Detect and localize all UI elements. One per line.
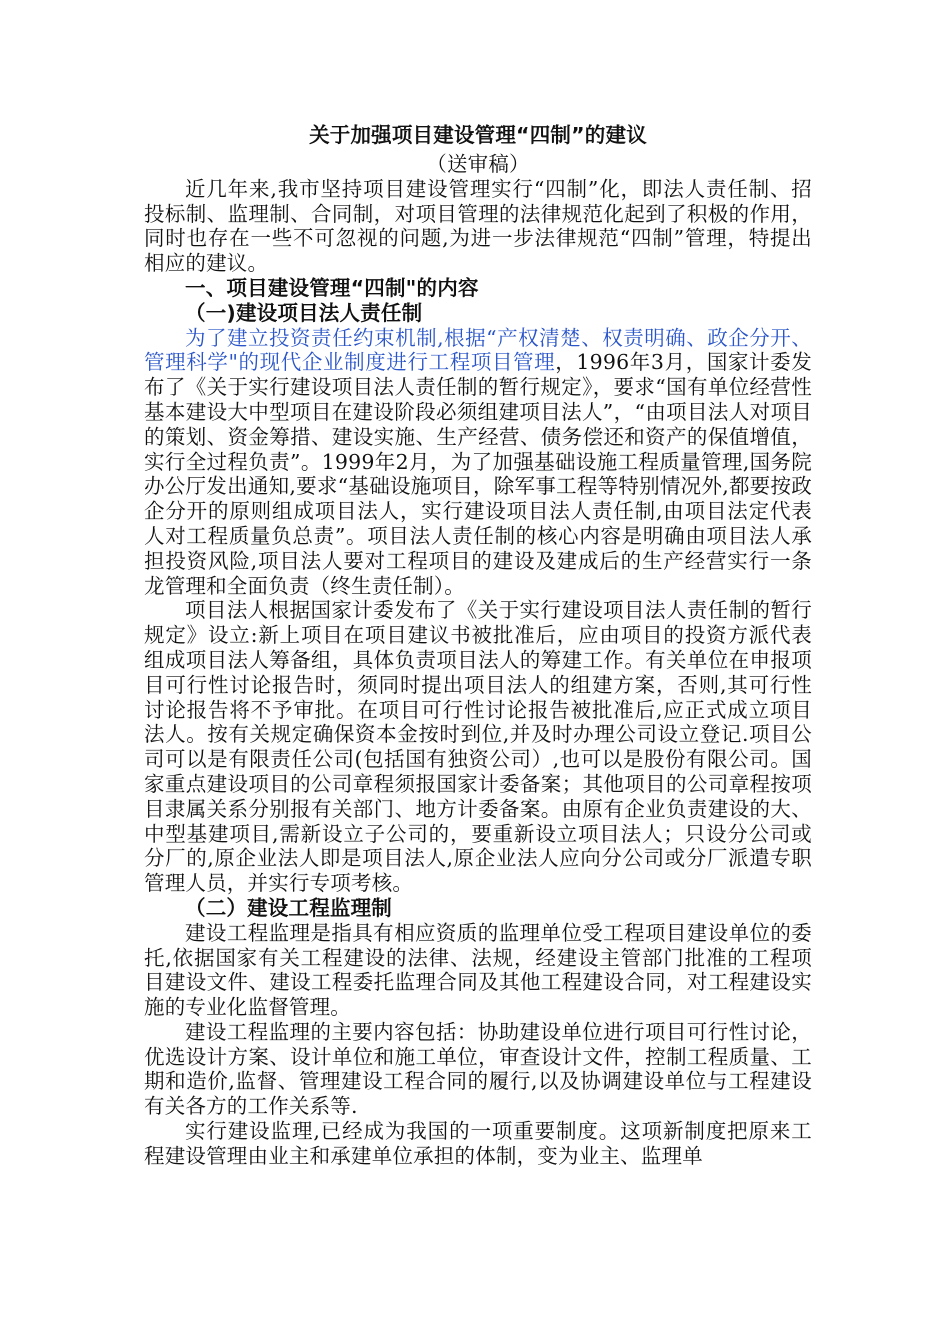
paragraph-text: ，1996年3月，国家计委发布了《关于实行建设项目法人责任制的暂行规定》，要求“国有单位经营性基本建设大中型项目在建设阶段必须组建项目法人”，“由项目法人对项目的策划、资金筹措、建设实施、生产经营、债务偿还和资产的保值增值，实行全过程负责”。1999年2月，为了加强基础设施工程质量管理,国务院办公厅发出通知,要求“基础设施项目，除军事工程等特别情况外,都要按政企分开的原则组成项目法人，实行建设项目法人责任制,由项目法定代表人对工程质量负总责”。项目法人责任制的核心内容是明确由项目法人承担投资风险,项目法人要对工程项目的建设及建成后的生产经营实行一条龙管理和全面负责（终生责任制）。 (144, 350, 812, 598)
document-subtitle: （送审稿） (426, 152, 530, 176)
subsection-1-paragraph-1 (144, 326, 812, 599)
intro-paragraph: 近几年来,我市坚持项目建设管理实行“四制”化，即法人责任制、招投标制、监理制、合同制，对项目管理的法律规范化起到了积极的作用，同时也存在一些不可忽视的问题,为进一步法律规范“四制”管理，特提出相应的建议。 (144, 176, 812, 276)
document-title: 关于加强项目建设管理“四制”的建议 (309, 123, 647, 147)
subsection-1-paragraph-2: 项目法人根据国家计委发布了《关于实行建设项目法人责任制的暂行规定》设立:新上项目在项目建议书被批准后，应由项目的投资方派代表组成项目法人筹备组，具体负责项目法人的筹建工作。有关单位在申报项目可行性讨论报告时，须同时提出项目法人的组建方案，否则,其可行性讨论报告将不予审批。在项目可行性讨论报告被批准后,应正式成立项目法人。按有关规定确保资本金按时到位,并及时办理公司设立登记.项目公司可以是有限责任公司(包括国有独资公司）,也可以是股份有限公司。国家重点建设项目的公司章程须报国家计委备案；其他项目的公司章程按项目隶属关系分别报有关部门、地方计委备案。由原有企业负责建设的大、中型基建项目,需新设立子公司的，要重新设立项目法人；只设分公司或分厂的,原企业法人即是项目法人,原企业法人应向分公司或分厂派遣专职管理人员，并实行专项考核。 (144, 598, 812, 896)
section-1-heading: 一、项目建设管理“四制"的内容 (185, 275, 479, 300)
subsection-1-heading: （一)建设项目法人责任制 (185, 300, 423, 325)
subsection-2-paragraph-3: 实行建设监理,已经成为我国的一项重要制度。这项新制度把原来工程建设管理由业主和承建单位承担的体制，变为业主、监理单 (144, 1119, 812, 1168)
subsection-2-heading: （二）建设工程监理制 (185, 895, 392, 920)
document-page (144, 118, 812, 1169)
highlighted-text: 为了建立投资责任约束机制,根据“产权清楚、权责明确、政企分开、管理科学"的现代企业制度进行工程项目管理 (144, 325, 812, 375)
subsection-2-paragraph-2: 建设工程监理的主要内容包括：协助建设单位进行项目可行性讨论，优选设计方案、设计单位和施工单位，审查设计文件，控制工程质量、工期和造价,监督、管理建设工程合同的履行,以及协调建设单位与工程建设有关各方的工作关系等. (144, 1019, 812, 1119)
subsection-2-paragraph-1: 建设工程监理是指具有相应资质的监理单位受工程项目建设单位的委托,依据国家有关工程建设的法律、法规，经建设主管部门批准的工程项目建设文件、建设工程委托监理合同及其他工程建设合同，对工程建设实施的专业化监督管理。 (144, 920, 812, 1020)
